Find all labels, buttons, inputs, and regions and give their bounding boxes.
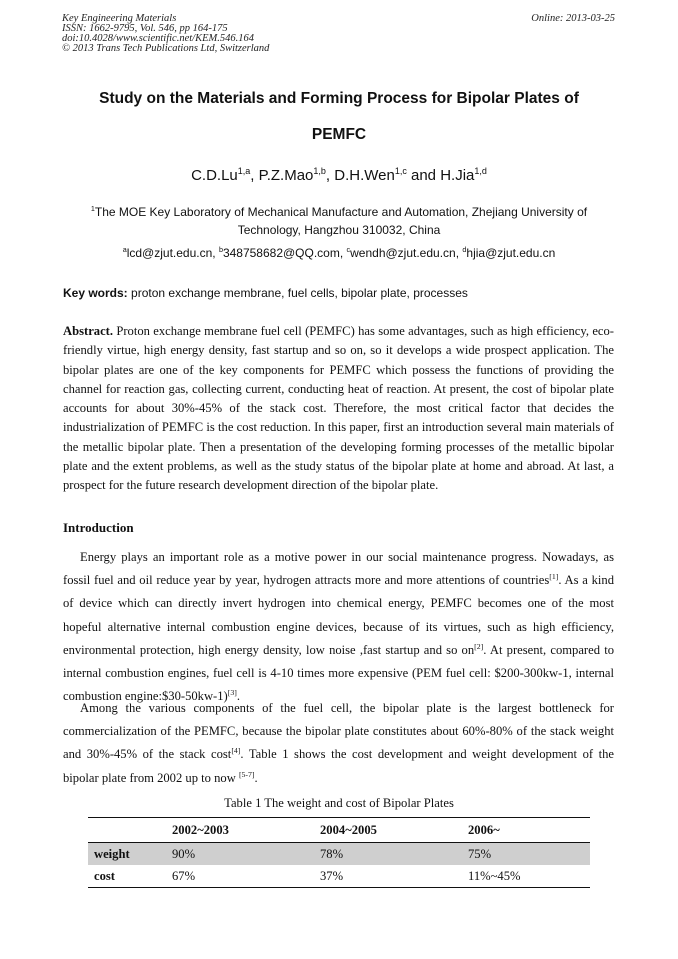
section-heading-introduction: Introduction (63, 520, 134, 535)
email-link[interactable]: 348758682@QQ.com (222, 246, 340, 260)
table-header-row (88, 818, 590, 843)
table-cell: 90% (166, 843, 314, 866)
email-link[interactable]: hjia@zjut.edu.cn (466, 246, 556, 260)
table-header-cell: 2004~2005 (320, 822, 377, 837)
paper-title-line-2: PEMFC (311, 126, 367, 143)
online-date: Online: 2013-03-25 (531, 13, 615, 24)
table-row (88, 843, 590, 866)
author: H.Jia$^{1,d}$ (440, 166, 487, 184)
table-caption: Table 1 The weight and cost of Bipolar Plates (224, 796, 454, 810)
table-cell: 37% (320, 868, 344, 883)
affiliation: $^1$The MOE Key Laboratory of Mechanical Manufacture and Automation, Zhejiang University of Technology, Hangzhou 310032, China (90, 204, 588, 237)
intro-paragraph-1: Energy plays an important role as a motive power in our social maintenance progress. Nowadays, as fossil fuel and oil reduce year by year, hydrogen attracts more and more attentions of countries[1]. As a kind of device which can directly invert hydrogen into chemical energy, PEMFC becomes one of the most hopeful alternative internal combustion engine devices, because of its virtues, such as high efficiency, environmental protection, high energy density, low noise ,fast startup and so on[2]. At present, compared to internal combustion engines, fuel cell is 4-10 times more expensive (PEM fuel cell: $200-300kw-1, internal combustion engine:$30-50kw-1)[3]. (63, 550, 614, 704)
copyright-notice: © 2013 Trans Tech Publications Ltd, Switzerland (62, 43, 270, 54)
citation-4[interactable]: [4] (231, 746, 241, 756)
abstract-label: Abstract. (63, 324, 114, 338)
author: C.D.Lu$^{1,a}$ (191, 166, 251, 184)
journal-issn: ISSN: 1662-9795, Vol. 546, pp 164-175 (62, 23, 228, 34)
doi-link[interactable]: doi:10.4028/www.scientific.net/KEM.546.164 (62, 33, 254, 44)
paper-title-line-1: Study on the Materials and Forming Process for Bipolar Plates of (99, 90, 579, 107)
table-row (88, 865, 590, 888)
citation-3[interactable]: [3] (227, 688, 237, 698)
table-row-label: weight (88, 843, 166, 866)
journal-header (62, 14, 269, 54)
table-cell: 11%~45% (468, 868, 521, 883)
email-link[interactable]: lcd@zjut.edu.cn (126, 246, 213, 260)
intro-paragraph-2: Among the various components of the fuel cell, the bipolar plate is the largest bottleneck for commercialization of the PEMFC, because the bipolar plate constitutes about 60%-80% of the stack weight and 30%-45% of the stack cost[4]. Table 1 shows the cost development and weight development of the bipolar plate from 2002 up to now [5-7]. (63, 701, 614, 785)
author: D.H.Wen$^{1,c}$ (334, 166, 407, 184)
table-header-cell: 2006~ (468, 822, 500, 837)
table-cell: 75% (462, 843, 590, 866)
weight-cost-table (88, 817, 590, 888)
table-header-cell (88, 818, 166, 843)
table-cell: 78% (314, 843, 462, 866)
keywords (63, 286, 623, 300)
abstract (63, 322, 614, 496)
citation-2[interactable]: [2] (474, 641, 484, 651)
table-header-cell: 2002~2003 (172, 822, 229, 837)
email-list: $^a$lcd@zjut.edu.cn, $^b$348758682@QQ.com, $^c$wendh@zjut.edu.cn, $^d$hjia@zjut.edu.cn (122, 245, 556, 260)
table-row-label: cost (94, 868, 115, 883)
email-link[interactable]: wendh@zjut.edu.cn (350, 246, 456, 260)
keywords-label: Key words: (63, 286, 128, 300)
abstract-text: Proton exchange membrane fuel cell (PEMFC) has some advantages, such as high efficiency, eco-friendly virtue, high energy density, fast startup and so on, so it develops a wide prospect application. The bipolar plates are one of the key components for PEMFC which possess the functions of providing the channel for reaction gas, collecting current, conducting heat of reaction. At present, the cost of bipolar plate accounts for about 30%-45% of the stack cost. Therefore, the most critical factor that decides the industrialization of PEMFC is the cost reduction. In this paper, first an introduction several main materials of the metallic bipolar plate. Then a presentation of the developing forming processes of the metallic bipolar plate and the extent problems, as well as the study status of the bipolar plate at home and abroad. At last, a prospect for the future research development direction of the bipolar plate. (63, 324, 614, 493)
citation-5-7[interactable]: [5-7] (238, 769, 255, 779)
journal-name: Key Engineering Materials (62, 13, 177, 24)
author: P.Z.Mao$^{1,b}$ (258, 166, 326, 184)
author-list: C.D.Lu$^{1,a}$, P.Z.Mao$^{1,b}$, D.H.Wen$^{1,c}$ and H.Jia$^{1,d}$ (191, 166, 487, 184)
citation-1[interactable]: [1] (549, 572, 559, 582)
table-cell: 67% (172, 868, 196, 883)
keywords-text: proton exchange membrane, fuel cells, bipolar plate, processes (131, 286, 468, 300)
